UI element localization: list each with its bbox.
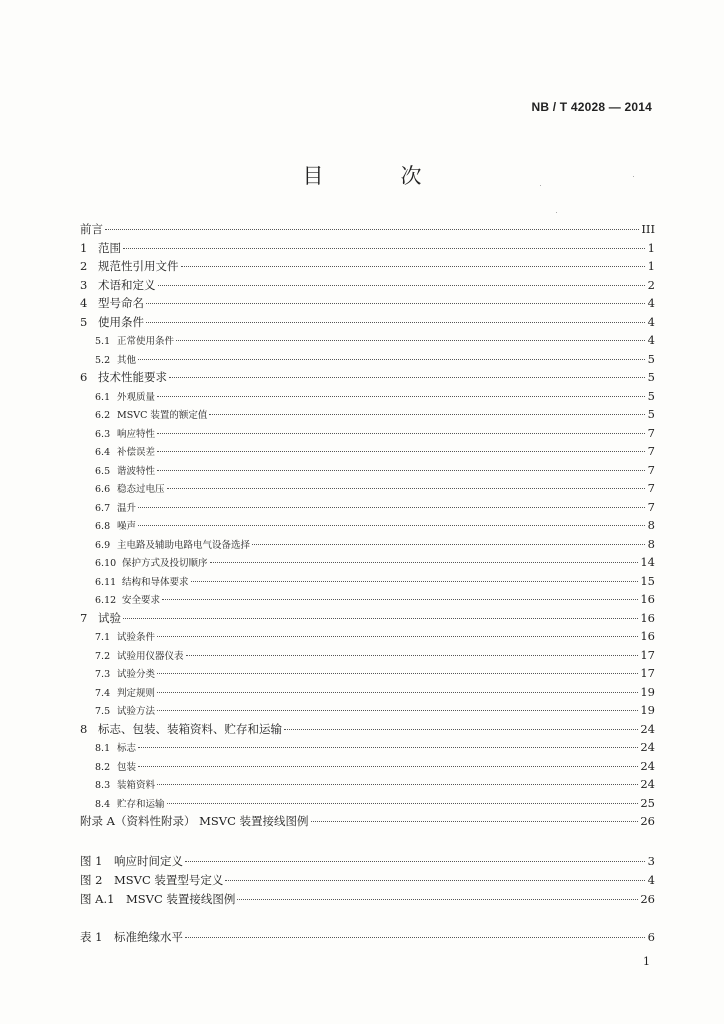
entry-label: 前言 xyxy=(80,222,103,236)
toc-subentry[interactable] xyxy=(95,388,655,404)
entry-label: 试验 xyxy=(98,611,121,625)
entry-number: 6.11 xyxy=(95,577,117,588)
toc-entry[interactable] xyxy=(80,277,655,293)
entry-label: 附录 A（资料性附录） MSVC 装置接线图例 xyxy=(80,814,309,828)
toc-entry[interactable] xyxy=(80,221,655,237)
page-title: 目 次 xyxy=(302,164,450,188)
entry-label: 响应特性 xyxy=(117,429,156,440)
toc-subentry[interactable] xyxy=(95,776,655,792)
entry-number: 8.3 xyxy=(95,780,111,791)
entry-page-number: 16 xyxy=(640,611,655,625)
entry-number: 7.1 xyxy=(95,632,111,643)
entry-number: 6.5 xyxy=(95,466,111,477)
scan-speck xyxy=(556,212,557,213)
dot-leader xyxy=(157,692,638,693)
entry-label: 标准绝缘水平 xyxy=(114,930,183,944)
entry-page-number: 6 xyxy=(647,930,655,944)
toc-entry[interactable] xyxy=(80,813,655,829)
entry-number: 图 A.1 xyxy=(80,892,115,906)
entry-page-number: 4 xyxy=(647,333,655,347)
dot-leader xyxy=(185,937,645,938)
entry-number: 1 xyxy=(80,241,88,255)
entry-page-number: 17 xyxy=(640,666,655,680)
entry-page-number: 7 xyxy=(647,426,655,440)
dot-leader xyxy=(284,729,638,730)
entry-label: 主电路及辅助电路电气设备选择 xyxy=(117,540,251,551)
entry-number: 6 xyxy=(80,370,88,384)
dot-leader xyxy=(210,562,639,563)
toc-entry[interactable] xyxy=(80,721,655,737)
toc-subentry[interactable] xyxy=(95,665,655,681)
entry-label: MSVC 装置接线图例 xyxy=(126,892,236,906)
entry-label: 安全要求 xyxy=(122,595,161,606)
toc-subentry[interactable] xyxy=(95,554,655,570)
dot-leader xyxy=(158,285,646,286)
entry-page-number: 7 xyxy=(647,500,655,514)
dot-leader xyxy=(123,618,638,619)
entry-page-number: 8 xyxy=(647,518,655,532)
figure-entry[interactable] xyxy=(80,872,655,888)
toc-subentry[interactable] xyxy=(95,758,655,774)
dot-leader xyxy=(176,340,645,341)
entry-label: 型号命名 xyxy=(98,296,144,310)
entry-label: 噪声 xyxy=(117,521,137,532)
entry-label: 判定规则 xyxy=(117,688,156,699)
entry-page-number: 1 xyxy=(647,241,655,255)
dot-leader xyxy=(311,821,639,822)
toc-subentry[interactable] xyxy=(95,591,655,607)
entry-number: 7.4 xyxy=(95,688,111,699)
entry-number: 6.7 xyxy=(95,503,111,514)
dot-leader xyxy=(225,880,645,881)
entry-number: 7 xyxy=(80,611,88,625)
entry-label: 其他 xyxy=(117,355,137,366)
dot-leader xyxy=(191,581,639,582)
entry-number: 图 1 xyxy=(80,854,103,868)
toc-subentry[interactable] xyxy=(95,480,655,496)
entry-page-number: 1 xyxy=(647,259,655,273)
dot-leader xyxy=(138,747,638,748)
entry-page-number: 16 xyxy=(640,592,655,606)
entry-page-number: 2 xyxy=(647,278,655,292)
dot-leader xyxy=(157,784,638,785)
dot-leader xyxy=(186,655,639,656)
dot-leader xyxy=(138,359,645,360)
toc-entry[interactable] xyxy=(80,314,655,330)
page-folio: 1 xyxy=(643,955,650,968)
entry-label: 范围 xyxy=(98,241,121,255)
figure-entry[interactable] xyxy=(80,891,655,907)
entry-page-number: 5 xyxy=(647,370,655,384)
toc-subentry[interactable] xyxy=(95,499,655,515)
toc-subentry[interactable] xyxy=(95,684,655,700)
entry-number: 3 xyxy=(80,278,88,292)
entry-label: 稳态过电压 xyxy=(117,484,165,495)
entry-number: 5.2 xyxy=(95,355,111,366)
entry-number: 8.2 xyxy=(95,762,111,773)
entry-label: 标志 xyxy=(117,743,137,754)
entry-number: 6.2 xyxy=(95,410,111,421)
dot-leader xyxy=(138,507,645,508)
entry-number: 表 1 xyxy=(80,930,103,944)
entry-page-number: 17 xyxy=(640,648,655,662)
dot-leader xyxy=(123,248,645,249)
entry-label: 试验用仪器仪表 xyxy=(117,651,184,662)
toc-subentry[interactable] xyxy=(95,332,655,348)
entry-label: 正常使用条件 xyxy=(117,336,175,347)
toc-subentry[interactable] xyxy=(95,647,655,663)
toc-subentry[interactable] xyxy=(95,425,655,441)
entry-page-number: 7 xyxy=(647,481,655,495)
entry-page-number: 24 xyxy=(640,777,655,791)
entry-page-number: 5 xyxy=(647,352,655,366)
entry-page-number: 24 xyxy=(640,740,655,754)
scan-speck xyxy=(633,176,634,177)
entry-label: 标志、包装、装箱资料、贮存和运输 xyxy=(98,722,282,736)
toc-subentry[interactable] xyxy=(95,517,655,533)
dot-leader xyxy=(167,488,645,489)
entry-number: 8.4 xyxy=(95,799,111,810)
entry-page-number: 19 xyxy=(640,703,655,717)
entry-label: 试验方法 xyxy=(117,706,156,717)
entry-number: 7.2 xyxy=(95,651,111,662)
entry-page-number: 5 xyxy=(647,407,655,421)
dot-leader xyxy=(162,599,638,600)
entry-number: 4 xyxy=(80,296,88,310)
entry-page-number: 26 xyxy=(640,892,655,906)
entry-label: 响应时间定义 xyxy=(114,854,183,868)
dot-leader xyxy=(181,266,646,267)
entry-number: 6.1 xyxy=(95,392,111,403)
dot-leader xyxy=(157,396,645,397)
entry-number: 6.3 xyxy=(95,429,111,440)
entry-page-number: 4 xyxy=(647,315,655,329)
toc-subentry[interactable] xyxy=(95,406,655,422)
entry-label: 外观质量 xyxy=(117,392,156,403)
entry-label: 术语和定义 xyxy=(98,278,156,292)
toc-entry[interactable] xyxy=(80,369,655,385)
entry-label: 谐波特性 xyxy=(117,466,156,477)
entry-label: 温升 xyxy=(117,503,137,514)
toc-subentry[interactable] xyxy=(95,351,655,367)
dot-leader xyxy=(237,899,638,900)
entry-number: 图 2 xyxy=(80,873,103,887)
entry-number: 6.12 xyxy=(95,595,117,606)
dot-leader xyxy=(146,303,645,304)
toc-entry[interactable] xyxy=(80,295,655,311)
toc-subentry[interactable] xyxy=(95,739,655,755)
toc-subentry[interactable] xyxy=(95,573,655,589)
entry-page-number: III xyxy=(641,222,655,236)
dot-leader xyxy=(157,433,645,434)
entry-page-number: 24 xyxy=(640,722,655,736)
entry-label: 使用条件 xyxy=(98,315,144,329)
dot-leader xyxy=(157,710,638,711)
dot-leader xyxy=(167,803,639,804)
standard-number: NB / T 42028 — 2014 xyxy=(531,100,652,114)
entry-label: 试验分类 xyxy=(117,669,156,680)
entry-page-number: 4 xyxy=(647,296,655,310)
entry-number: 6.9 xyxy=(95,540,111,551)
toc-subentry[interactable] xyxy=(95,536,655,552)
entry-number: 5.1 xyxy=(95,336,111,347)
dot-leader xyxy=(157,470,645,471)
entry-label: 保护方式及投切顺序 xyxy=(122,558,208,569)
table-entry[interactable] xyxy=(80,929,655,945)
entry-page-number: 8 xyxy=(647,537,655,551)
dot-leader xyxy=(157,636,638,637)
entry-page-number: 26 xyxy=(640,814,655,828)
entry-number: 6.6 xyxy=(95,484,111,495)
entry-number: 6.4 xyxy=(95,447,111,458)
entry-label: 技术性能要求 xyxy=(98,370,167,384)
dot-leader xyxy=(252,544,645,545)
entry-number: 6.10 xyxy=(95,558,117,569)
entry-label: MSVC 装置型号定义 xyxy=(114,873,224,887)
toc-subentry[interactable] xyxy=(95,443,655,459)
toc-subentry[interactable] xyxy=(95,462,655,478)
entry-number: 5 xyxy=(80,315,88,329)
entry-page-number: 3 xyxy=(647,854,655,868)
dot-leader xyxy=(185,861,645,862)
entry-number: 8.1 xyxy=(95,743,111,754)
entry-number: 6.8 xyxy=(95,521,111,532)
entry-label: 结构和导体要求 xyxy=(122,577,189,588)
entry-page-number: 24 xyxy=(640,759,655,773)
entry-number: 2 xyxy=(80,259,88,273)
toc-subentry[interactable] xyxy=(95,628,655,644)
entry-label: MSVC 装置的额定值 xyxy=(117,410,208,421)
entry-page-number: 16 xyxy=(640,629,655,643)
toc-entry[interactable] xyxy=(80,610,655,626)
entry-page-number: 15 xyxy=(640,574,655,588)
entry-page-number: 4 xyxy=(647,873,655,887)
entry-number: 8 xyxy=(80,722,88,736)
entry-number: 7.3 xyxy=(95,669,111,680)
toc-entry[interactable] xyxy=(80,240,655,256)
entry-number: 7.5 xyxy=(95,706,111,717)
entry-label: 包装 xyxy=(117,762,137,773)
entry-page-number: 7 xyxy=(647,463,655,477)
dot-leader xyxy=(157,673,638,674)
dot-leader xyxy=(209,414,645,415)
toc-entry[interactable] xyxy=(80,258,655,274)
entry-label: 补偿误差 xyxy=(117,447,156,458)
dot-leader xyxy=(146,322,645,323)
entry-label: 贮存和运输 xyxy=(117,799,165,810)
entry-page-number: 5 xyxy=(647,389,655,403)
entry-page-number: 7 xyxy=(647,444,655,458)
dot-leader xyxy=(138,766,638,767)
scan-speck xyxy=(540,185,541,186)
toc-subentry[interactable] xyxy=(95,702,655,718)
dot-leader xyxy=(105,229,639,230)
dot-leader xyxy=(138,525,645,526)
entry-page-number: 25 xyxy=(640,796,655,810)
dot-leader xyxy=(157,451,645,452)
entry-label: 规范性引用文件 xyxy=(98,259,179,273)
entry-label: 试验条件 xyxy=(117,632,156,643)
entry-label: 装箱资料 xyxy=(117,780,156,791)
entry-page-number: 19 xyxy=(640,685,655,699)
figure-entry[interactable] xyxy=(80,853,655,869)
toc-subentry[interactable] xyxy=(95,795,655,811)
entry-page-number: 14 xyxy=(640,555,655,569)
dot-leader xyxy=(169,377,645,378)
